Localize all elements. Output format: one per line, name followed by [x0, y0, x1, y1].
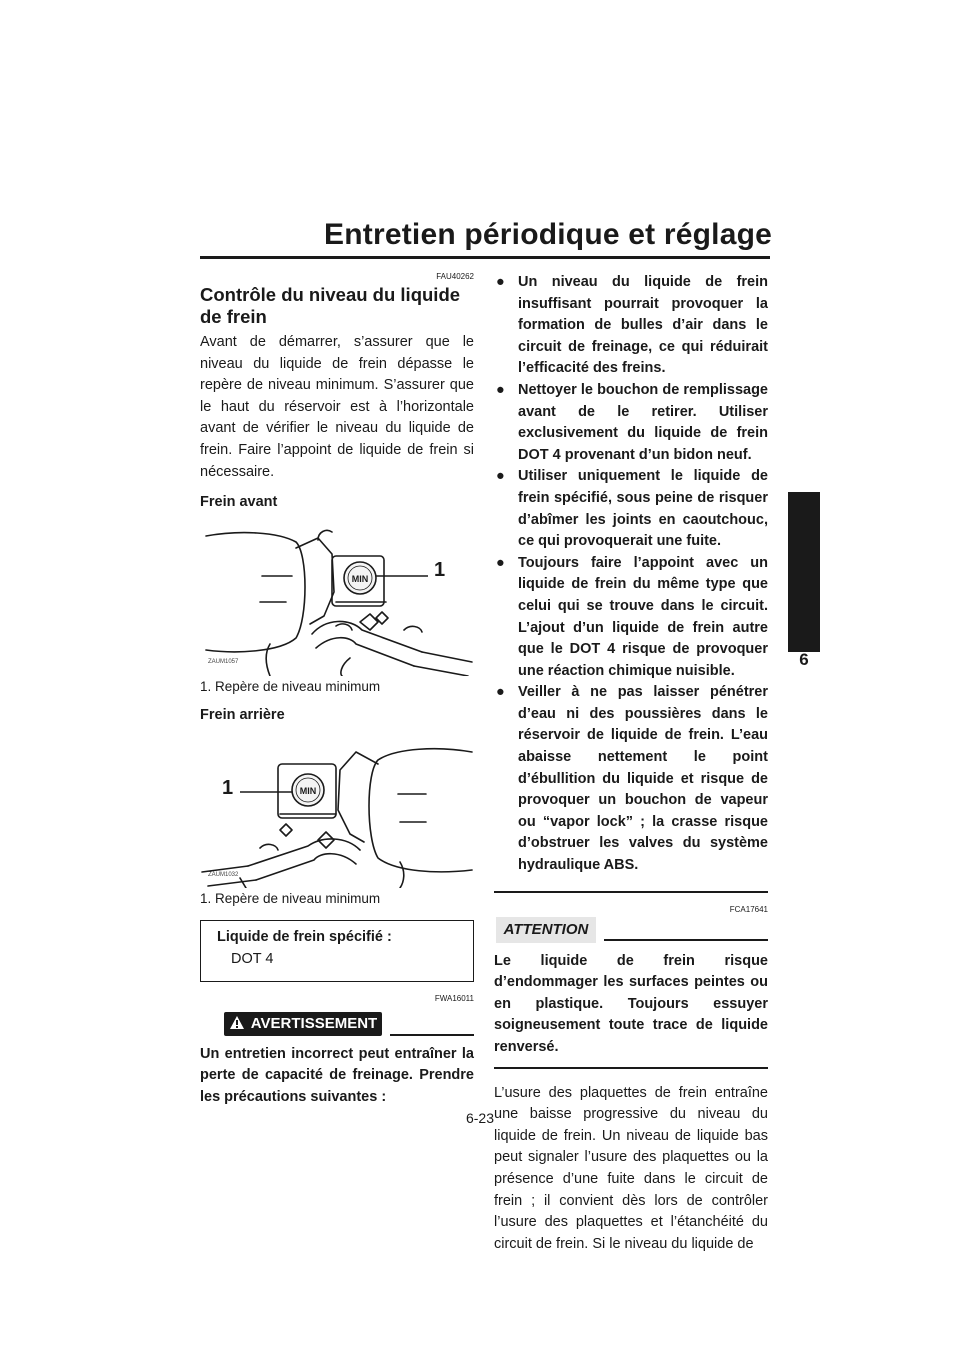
spec-value: DOT 4 — [231, 950, 274, 967]
list-item: ● Nettoyer le bouchon de remplissage avant de le retirer. Utiliser exclusivement du liquide de frein DOT 4 provenant d’un bidon neuf. — [496, 381, 768, 463]
chapter-tab-number: 6 — [799, 650, 809, 669]
rear-figure-caption: 1. Repère de niveau minimum — [200, 891, 381, 907]
front-figure-code: ZAUM1057 — [208, 659, 239, 666]
page-number: 6-23 — [465, 1110, 495, 1126]
rear-reservoir-illustration — [200, 738, 474, 888]
warning-ref-code: FWA16011 — [434, 993, 474, 1003]
attention-rule — [604, 939, 768, 941]
attention-text: Le liquide de frein risque d’endommager les surfaces peintes ou en plastique. Toujours essuyer soigneusement toute trace de liquide renversé. — [494, 952, 768, 1055]
warning-text: Un entretien incorrect peut entraîner la perte de capacité de freinage. Prendre les précautions suivantes : — [200, 1045, 474, 1105]
section-title: Contrôle du niveau du liquide de frein — [200, 284, 461, 327]
right-column — [494, 272, 768, 1255]
bullet-icon: ● — [496, 554, 505, 571]
section-ref-code: FAU40262 — [436, 272, 474, 281]
spec-title: Liquide de frein spécifié : — [217, 929, 392, 946]
intro-paragraph: Avant de démarrer, s’assurer que le niveau du liquide de frein dépasse le repère de niveau minimum. S’assurer que le haut du réservoir est à l’horizontale avant de vérifier le niveau du liquide de frein. Faire l’appoint de liquide de frein si nécessaire. — [200, 334, 474, 480]
front-figure-caption: 1. Repère de niveau minimum — [200, 678, 381, 694]
warning-bullet-list — [494, 272, 768, 877]
rear-brake-figure — [200, 738, 474, 888]
warning-rule — [390, 1034, 474, 1036]
warning-badge — [224, 1012, 382, 1036]
attention-label: ATTENTION — [496, 917, 596, 943]
rear-brake-heading: Frein arrière — [200, 706, 285, 723]
bullet-icon: ● — [496, 684, 505, 701]
attention-block — [494, 905, 768, 1069]
warning-triangle-icon — [229, 1015, 245, 1030]
rear-min-label: MIN — [299, 786, 317, 797]
bullet-icon: ● — [496, 381, 505, 398]
spec-box — [200, 920, 474, 981]
rear-figure-code: ZAUM1032 — [208, 871, 239, 878]
front-min-label: MIN — [351, 573, 369, 584]
front-reservoir-illustration — [200, 526, 474, 676]
attention-ref-code: FCA17641 — [729, 904, 768, 914]
chapter-tab — [788, 492, 820, 652]
list-item: ● Utiliser uniquement le liquide de frein spécifié, sous peine de risquer d’abîmer les joints en caoutchouc, ce qui provoquerait une fuite. — [496, 468, 768, 550]
list-item: ● Veiller à ne pas laisser pénétrer d’eau ni des poussières dans le réservoir de liquide de frein. L’eau abaisse nettement le point d’ébullition du liquide et risque de provoquer un bouchon de vapeur ou “vapor lock” ; la crasse risque d’obstruer les valves du système hydraulique ABS. — [496, 684, 768, 874]
front-brake-figure — [200, 526, 474, 676]
front-brake-heading: Frein avant — [200, 494, 278, 511]
bullet-icon: ● — [496, 468, 505, 485]
header-rule — [200, 256, 770, 259]
warning-header — [200, 1012, 474, 1036]
body-paragraph: L’usure des plaquettes de frein entraîne une baisse progressive du niveau du liquide de frein. Un niveau de liquide bas peut signaler l’usure des plaquettes ou la présence d’une fuite dans le circuit de frein ; il convient dès lors de contrôler l’usure des plaquettes et l’étanchéité du circuit de frein. Si le niveau du liquide de — [494, 1084, 768, 1252]
page-title: Entretien périodique et réglage — [324, 218, 772, 251]
front-callout-number: 1 — [434, 558, 446, 581]
rear-callout-number: 1 — [222, 777, 234, 800]
warning-label: AVERTISSEMENT — [250, 1014, 378, 1032]
warning-end-rule — [494, 891, 768, 893]
left-column — [200, 272, 474, 1108]
list-item: ● Toujours faire l’appoint avec un liquide de frein du même type que celui qui se trouve dans le circuit. L’ajout d’un liquide de frein autre que le DOT 4 risque de provoquer une réaction chimique nuisible. — [496, 554, 768, 679]
attention-end-rule — [494, 1067, 768, 1069]
bullet-icon: ● — [496, 274, 505, 290]
list-item: ● Un niveau du liquide de frein insuffisant pourrait provoquer la formation de bulles d’air dans le circuit de freinage, ce qui réduirait l’efficacité des freins. — [496, 274, 768, 377]
attention-header — [494, 917, 768, 943]
